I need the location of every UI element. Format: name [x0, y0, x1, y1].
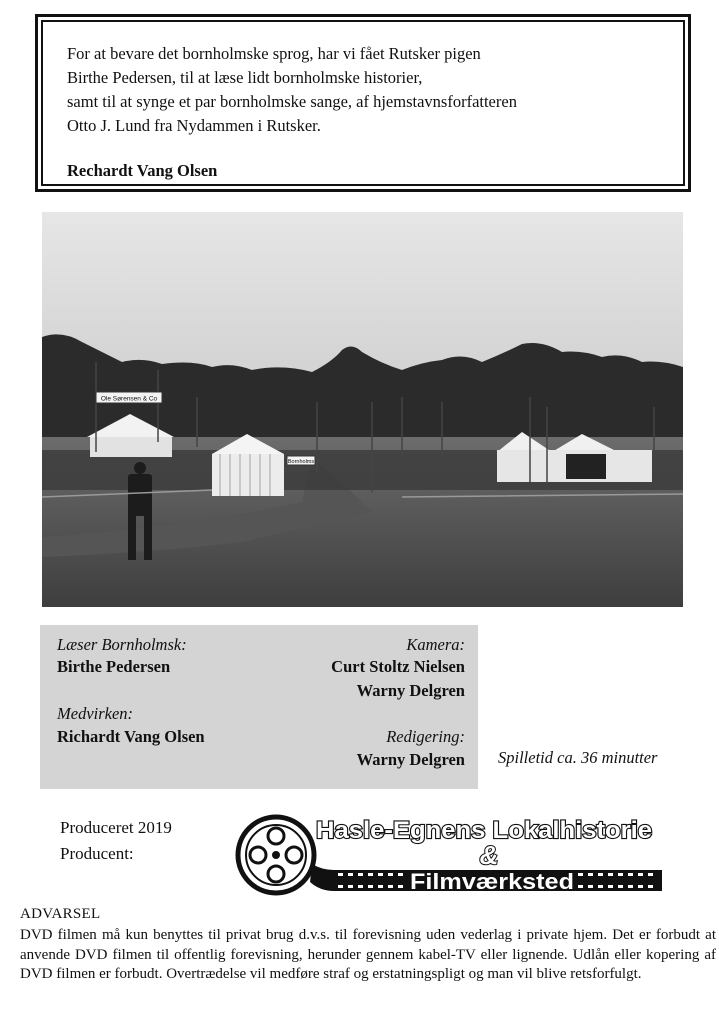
- intro-box: [35, 14, 691, 192]
- warning-text: DVD filmen må kun benyttes til privat brug d.v.s. til forevisning uden vederlag i private hjem. Det er forbudt at anvende DVD filmen til offentlig forevisning, herunder gennem kabel-TV eller lignende. Udlån eller kopering af DVD filmen er forbudt. Overtrædelse vil medføre straf og erstatningspligt og man vil blive retsforfulgt.: [20, 927, 716, 982]
- reader-name: Birthe Pedersen: [57, 657, 171, 676]
- camera-name-2: Warny Delgren: [356, 681, 465, 700]
- logo-line1: Hasle-Egnens Lokalhistorie: [316, 817, 652, 844]
- camera-label: Kamera:: [406, 635, 465, 654]
- photo-sign-center-label: Bornholms: [287, 459, 315, 465]
- warning-title: ADVARSEL: [20, 906, 101, 922]
- photo-tent-center: [212, 454, 284, 496]
- runtime: Spilletid ca. 36 minutter: [498, 748, 658, 767]
- logo-ampersand: &: [479, 840, 499, 870]
- film-reel-icon: [238, 817, 314, 893]
- logo-line2: Filmværksted: [410, 869, 574, 894]
- photo-sign-left-label: Ole Sørensen & Co: [100, 395, 158, 403]
- camera-name-1: Curt Stoltz Nielsen: [331, 657, 465, 676]
- logo-graphic: [234, 812, 662, 898]
- reader-label: Læser Bornholmsk:: [57, 635, 187, 654]
- participant-label: Medvirken:: [57, 704, 134, 723]
- credits-panel: [40, 625, 478, 789]
- exhibition-photo: [42, 212, 683, 607]
- photo-car: [566, 454, 606, 479]
- editing-label: Redigering:: [386, 727, 465, 746]
- intro-line: Otto J. Lund fra Nydammen i Rutsker.: [67, 116, 321, 135]
- producer-label: Producent:: [60, 844, 134, 863]
- intro-line: samt til at synge et par bornholmske sange, af hjemstavnsforfatteren: [67, 92, 517, 111]
- intro-box-inner: [41, 20, 685, 186]
- intro-line: For at bevare det bornholmske sprog, har vi fået Rutsker pigen: [67, 44, 481, 63]
- exhibition-photo-drawing: [42, 212, 683, 607]
- intro-line: Birthe Pedersen, til at læse lidt bornholmske historier,: [67, 68, 423, 87]
- photo-tent-left-body: [90, 437, 172, 457]
- participant-name: Richardt Vang Olsen: [57, 727, 205, 746]
- production-year: Produceret 2019: [60, 818, 172, 837]
- logo: [234, 812, 662, 898]
- editing-name: Warny Delgren: [356, 750, 465, 769]
- intro-signature: Rechardt Vang Olsen: [67, 161, 218, 180]
